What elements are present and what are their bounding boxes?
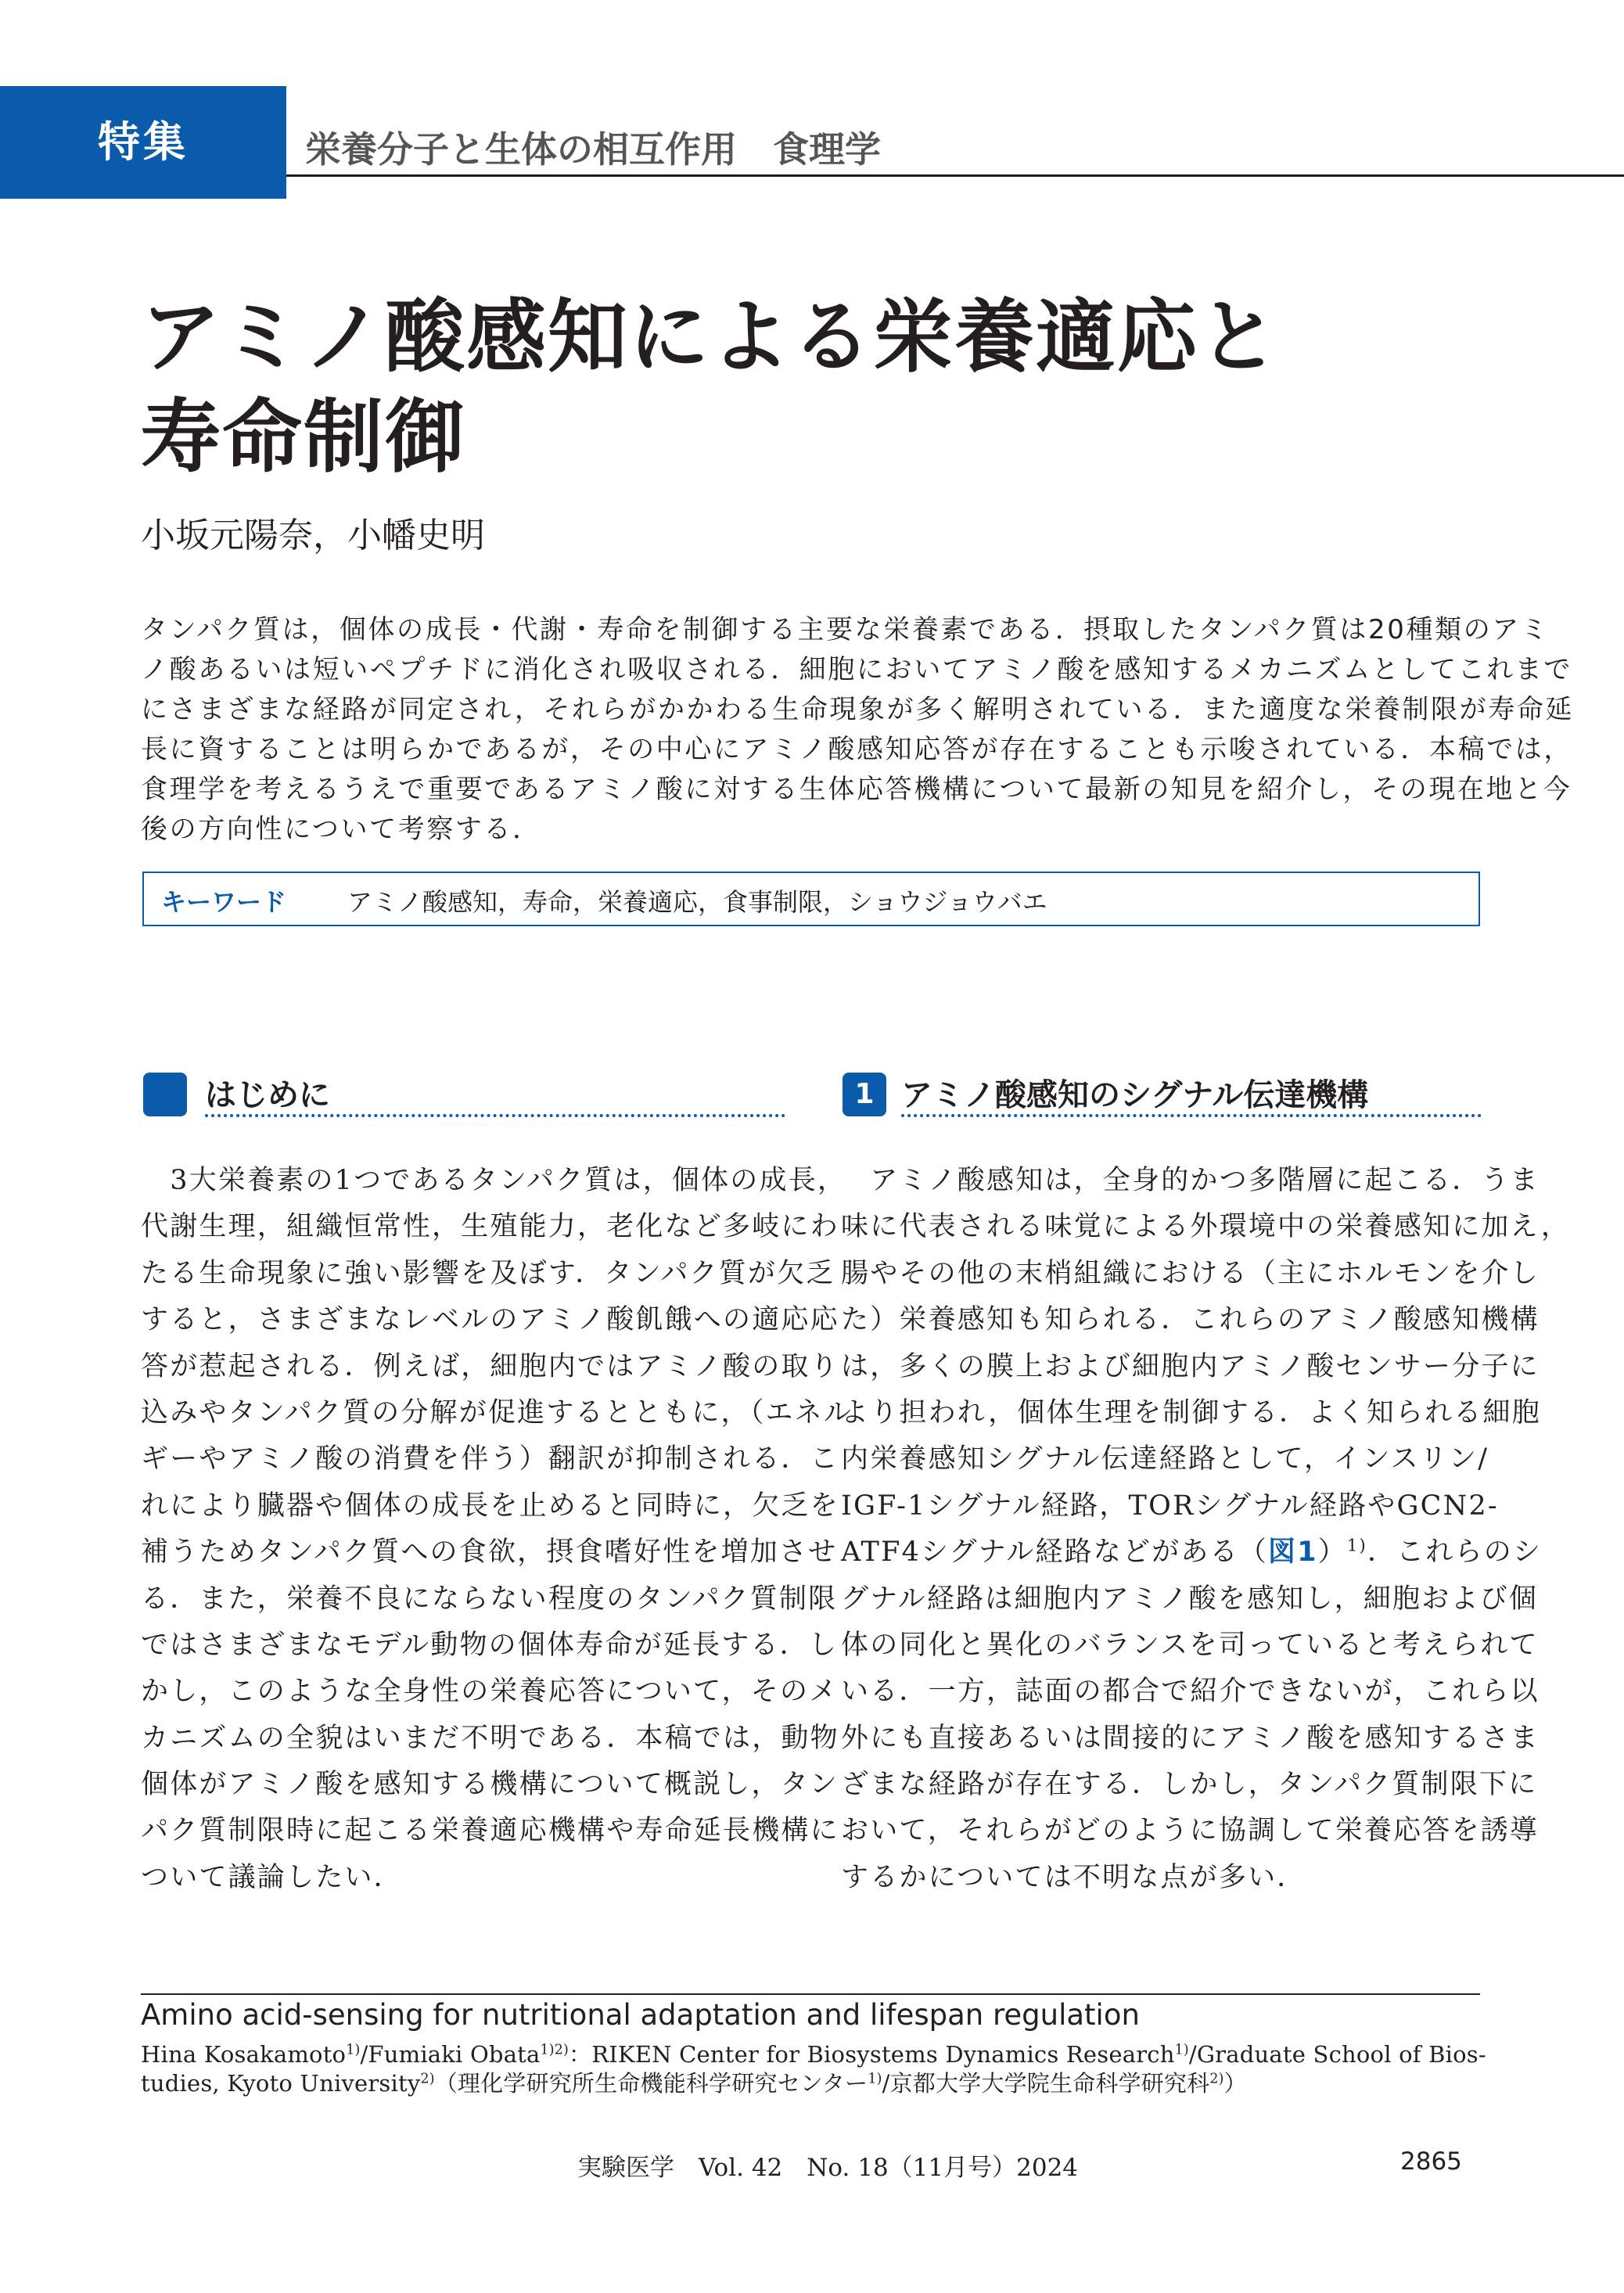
affiliation-text: ） [1223, 2070, 1247, 2097]
body-line: れにより臓器や個体の成長を止めると同時に，欠乏を [141, 1490, 839, 1522]
journal-citation: 実験医学 Vol. 42 No. 18（11月号）2024 [577, 2154, 1079, 2182]
body-line: すると，さまざまなレベルのアミノ酸飢餓への適応応 [141, 1304, 839, 1336]
author-name: Hina Kosakamoto [141, 2041, 347, 2068]
section-marker-icon [143, 1073, 187, 1116]
affiliation-line-1 [141, 2037, 1486, 2069]
body-line: 3大栄養素の1つであるタンパク質は，個体の成長， [141, 1165, 847, 1196]
body-line: 代謝生理，組織恒常性，生殖能力，老化など多岐にわ [141, 1211, 839, 1243]
abstract-line: ノ酸あるいは短いペプチドに消化され吸収される．細胞においてアミノ酸を感知するメカニズムとしてこれまで [141, 654, 1572, 685]
abstract-line: 長に資することは明らかであるが，その中心にアミノ酸感知応答が存在することも示唆されている．本稿では， [141, 734, 1572, 765]
section-rule [205, 1114, 785, 1117]
affiliation-mark: 1) [346, 2042, 361, 2058]
abstract-line: 後の方向性について考察する． [141, 814, 541, 845]
body-line: いる．一方，誌面の都合で紹介できないが，これら以 [841, 1676, 1540, 1708]
affiliation-mark: 2) [1209, 2071, 1224, 2087]
affiliation-text: ：RIKEN Center for Biosystems Dynamics Research [569, 2041, 1175, 2068]
affiliation-mark: 1) [1174, 2042, 1189, 2058]
feature-title: 栄養分子と生体の相互作用 食理学 [305, 128, 881, 171]
body-line: より担われ，個体生理を制御する．よく知られる細胞 [841, 1396, 1541, 1429]
abstract-line: にさまざまな経路が同定され，それらがかかわる生命現象が多く解明されている．また適度な栄養制限が寿命延 [141, 694, 1575, 725]
english-title: Amino acid-sensing for nutritional adaptation and lifespan regulation [141, 1998, 1140, 2032]
body-line: たる生命現象に強い影響を及ぼす．タンパク質が欠乏 [141, 1257, 835, 1289]
body-line: かし，このような全身性の栄養応答について，そのメ [141, 1676, 839, 1708]
affiliation-text: （理化学研究所生命機能科学研究センター [434, 2070, 868, 2097]
body-line: ついて議論したい． [141, 1861, 403, 1893]
affiliation-text: /Graduate School of Bios- [1188, 2041, 1486, 2068]
body-line: ざまな経路が存在する．しかし，タンパク質制限下に [841, 1769, 1538, 1801]
body-line: おいて，それらがどのように協調して栄養応答を誘導 [841, 1815, 1540, 1847]
body-line: 内栄養感知シグナル伝達経路として，インスリン/ [841, 1443, 1489, 1475]
body-line: アミノ酸感知は，全身的かつ多階層に起こる．うま [841, 1165, 1540, 1196]
body-text: ATF4シグナル経路などがある（ [841, 1536, 1269, 1569]
body-line: 腸やその他の末梢組織における（主にホルモンを介し [841, 1257, 1540, 1289]
affiliation-mark: 1)2) [540, 2042, 569, 2058]
affiliation-line-2 [141, 2066, 1247, 2098]
authors: 小坂元陽奈，小幡史明 [141, 516, 485, 555]
abstract [141, 610, 1575, 850]
section-rule [901, 1114, 1482, 1117]
body-line: 体の同化と異化のバランスを司っていると考えられて [841, 1629, 1539, 1661]
affiliation-text: tudies, Kyoto University [141, 2070, 421, 2097]
abstract-line: 食理学を考えるうえで重要であるアミノ酸に対する生体応答機構について最新の知見を紹介し，その現在地と今 [141, 774, 1572, 805]
body-line: するかについては不明な点が多い． [841, 1861, 1306, 1893]
body-line: た）栄養感知も知られる．これらのアミノ酸感知機構 [841, 1304, 1540, 1336]
keyword-values: アミノ酸感知，寿命，栄養適応，食事制限，ショウジョウバエ [347, 887, 1047, 917]
body-line: パク質制限時に起こる栄養適応機構や寿命延長機構に [141, 1815, 839, 1847]
article-title-line-1: アミノ酸感知による栄養適応と [141, 291, 1280, 384]
affiliation-mark: 2) [420, 2071, 435, 2087]
footer-rule [141, 1993, 1480, 1995]
body-text: ．これらのシ [1367, 1536, 1543, 1569]
keyword-label: キーワード [161, 887, 287, 917]
section-heading-intro: はじめに [205, 1077, 330, 1113]
body-line: 個体がアミノ酸を感知する機構について概説し，タン [141, 1769, 839, 1801]
body-line [841, 1529, 1543, 1576]
author-name: /Fumiaki Obata [360, 2041, 541, 2068]
section-heading-1: アミノ酸感知のシグナル伝達機構 [901, 1077, 1369, 1113]
page-number: 2865 [1400, 2147, 1462, 2176]
body-line: 外にも直接あるいは間接的にアミノ酸を感知するさま [841, 1722, 1540, 1754]
section-number-badge: 1 [843, 1073, 886, 1116]
section-1-body [841, 1158, 1571, 1901]
figure-1-link[interactable]: 図1 [1268, 1536, 1318, 1569]
article-title-line-2: 寿命制御 [141, 391, 466, 484]
body-line: る．また，栄養不良にならない程度のタンパク質制限 [141, 1583, 838, 1615]
feature-label: 特集 [98, 117, 189, 167]
header-rule [286, 174, 1624, 177]
body-line: は，多くの膜上および細胞内アミノ酸センサー分子に [841, 1350, 1540, 1382]
affiliation-mark: 1) [868, 2071, 882, 2087]
body-line: 込みやタンパク質の分解が促進するとともに，（エネル [141, 1396, 853, 1429]
body-line: 補うためタンパク質への食欲，摂食嗜好性を増加させ [141, 1536, 838, 1569]
body-line: ギーやアミノ酸の消費を伴う）翻訳が抑制される．こ [141, 1443, 839, 1475]
body-line: IGF-1シグナル経路，TORシグナル経路やGCN2- [841, 1490, 1499, 1522]
intro-body [141, 1158, 853, 1901]
body-line: グナル経路は細胞内アミノ酸を感知し，細胞および個 [841, 1583, 1539, 1615]
body-line: 味に代表される味覚による外環境中の栄養感知に加え， [841, 1211, 1571, 1243]
abstract-line: タンパク質は，個体の成長・代謝・寿命を制御する主要な栄養素である．摂取したタンパク質は20種類のアミ [141, 614, 1550, 645]
citation-ref: 1) [1346, 1536, 1367, 1555]
body-line: 答が惹起される．例えば，細胞内ではアミノ酸の取り [141, 1350, 839, 1382]
affiliation-text: /京都大学大学院生命科学研究科 [882, 2070, 1210, 2097]
body-line: カニズムの全貌はいまだ不明である．本稿では，動物 [141, 1722, 839, 1754]
body-line: ではさまざまなモデル動物の個体寿命が延長する．し [141, 1629, 839, 1661]
body-text: ） [1317, 1536, 1347, 1569]
